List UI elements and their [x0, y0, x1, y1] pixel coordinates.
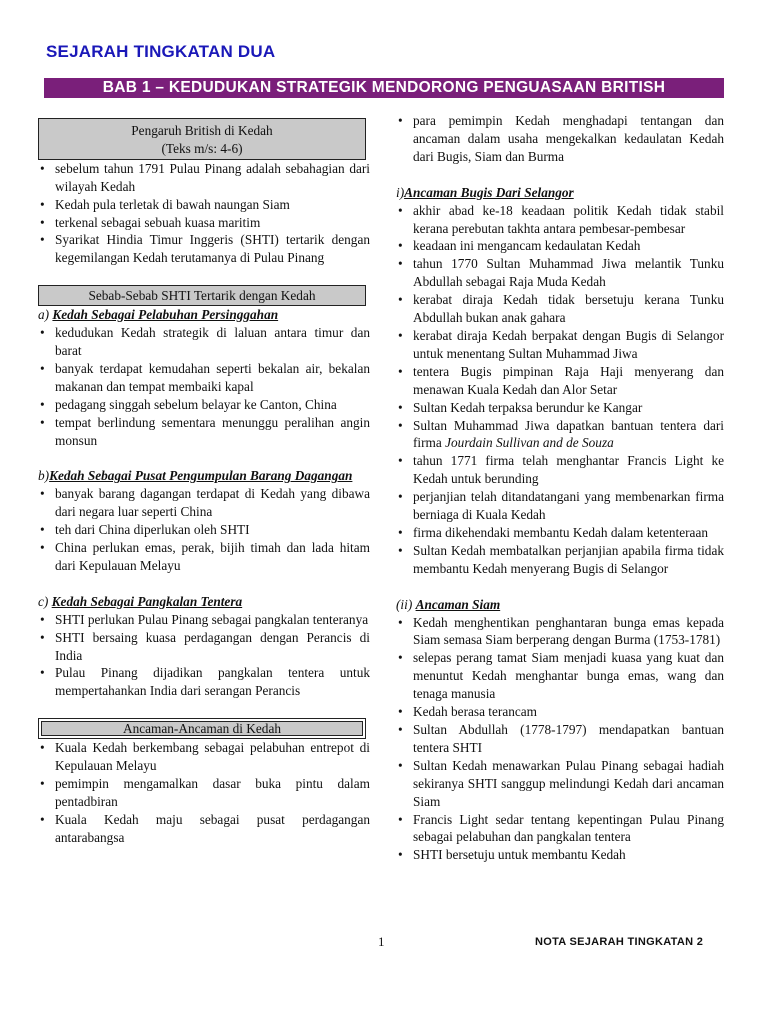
list-item: • terkenal sebagai sebuah kuasa maritim — [38, 214, 370, 232]
list-item: • Sultan Kedah terpaksa berundur ke Kangar — [396, 399, 724, 417]
subheading-c: c) Kedah Sebagai Pangkalan Tentera — [38, 593, 243, 609]
list-b — [38, 485, 370, 575]
list-item: • sebelum tahun 1791 Pulau Pinang adalah sebahagian dari wilayah Kedah — [38, 160, 370, 196]
list-item: • banyak terdapat kemudahan seperti bekalan air, bekalan makanan dan tempat membaiki kapal — [38, 360, 370, 396]
section-box-pengaruh — [38, 118, 366, 160]
list-a — [38, 324, 370, 449]
list-item: • Sultan Kedah membatalkan perjanjian apabila firma tidak membantu Kedah menyerang Bugis di Selangor — [396, 542, 724, 578]
list-item: • selepas perang tamat Siam menjadi kuasa yang kuat dan menuntut Kedah menghantar bunga emas, wang dan tenaga manusia — [396, 649, 724, 703]
right-column — [396, 112, 724, 864]
list-item: • Francis Light sedar tentang kepentingan Pulau Pinang sebagai pelabuhan dan pangkalan tentera — [396, 811, 724, 847]
subheading-ii: (ii) Ancaman Siam — [396, 596, 501, 612]
page-number: 1 — [378, 934, 385, 949]
list-item: • tahun 1770 Sultan Muhammad Jiwa melantik Tunku Abdullah sebagai Raja Muda Kedah — [396, 255, 724, 291]
document-header: SEJARAH TINGKATAN DUA — [46, 42, 276, 61]
footer-label: NOTA SEJARAH TINGKATAN 2 — [535, 936, 704, 948]
list-item: • kerabat diraja Kedah tidak bersetuju kerana Tunku Abdullah bukan anak gahara — [396, 291, 724, 327]
list-item: • teh dari China diperlukan oleh SHTI — [38, 521, 370, 539]
list-intro — [396, 112, 724, 166]
chapter-title-banner: BAB 1 – KEDUDUKAN STRATEGIK MENDORONG PENGUASAAN BRITISH — [44, 78, 724, 98]
section-box-sebab — [38, 285, 366, 306]
list-item: • China perlukan emas, perak, bijih timah dan lada hitam dari Kepulauan Melayu — [38, 539, 370, 575]
subheading-b: b)Kedah Sebagai Pusat Pengumpulan Barang Dagangan — [38, 468, 353, 484]
section-subtitle: (Teks m/s: 4-6) — [161, 140, 243, 156]
list-item: • kerabat diraja Kedah berpakat dengan Bugis di Selangor untuk menentang Sultan Muhammad Jiwa — [396, 327, 724, 363]
list-item: • para pemimpin Kedah menghadapi tentangan dan ancaman dalam usaha mengekalkan kedaulatan Kedah dari Bugis, Siam dan Burma — [396, 112, 724, 166]
list-item: • kedudukan Kedah strategik di laluan antara timur dan barat — [38, 324, 370, 360]
list-item: • akhir abad ke-18 keadaan politik Kedah tidak stabil kerana perebutan takhta antara pembesar-pembesar — [396, 202, 724, 238]
list-item: • Kedah berasa terancam — [396, 703, 724, 721]
list-item: • SHTI bersetuju untuk membantu Kedah — [396, 846, 724, 864]
list-siam — [396, 614, 724, 865]
list-item: • Pulau Pinang dijadikan pangkalan tentera untuk mempertahankan India dari serangan Perancis — [38, 664, 370, 700]
list-bugis — [396, 202, 724, 578]
list-item: • Kuala Kedah maju sebagai pusat perdagangan antarabangsa — [38, 811, 370, 847]
section-box-ancaman — [38, 718, 366, 739]
list-item: • tentera Bugis pimpinan Raja Haji menyerang dan menawan Kuala Kedah dan Alor Setar — [396, 363, 724, 399]
section-title: Ancaman-Ancaman di Kedah — [122, 721, 282, 737]
list-item: • Sultan Abdullah (1778-1797) mendapatkan bantuan tentera SHTI — [396, 721, 724, 757]
list-item: • Sultan Kedah menawarkan Pulau Pinang sebagai hadiah sekiranya SHTI sanggup melindungi Kedah dari ancaman Siam — [396, 757, 724, 811]
list-item: • pemimpin mengamalkan dasar buka pintu dalam pentadbiran — [38, 775, 370, 811]
subheading-a: a) Kedah Sebagai Pelabuhan Persinggahan — [38, 307, 279, 323]
list-ancaman — [38, 739, 370, 846]
section-title: Sebab-Sebab SHTI Tertarik dengan Kedah — [88, 288, 316, 304]
list-item: • firma dikehendaki membantu Kedah dalam ketenteraan — [396, 524, 724, 542]
list-item: • tempat berlindung sementara menunggu peralihan angin monsun — [38, 414, 370, 450]
list-item: • Kedah menghentikan penghantaran bunga emas kepada Siam semasa Siam berperang dengan Burma (1753-1781) — [396, 614, 724, 650]
list-item: • pedagang singgah sebelum belayar ke Canton, China — [38, 396, 370, 414]
list-item: • perjanjian telah ditandatangani yang membenarkan firma berniaga di Kuala Kedah — [396, 488, 724, 524]
list-item: • Kuala Kedah berkembang sebagai pelabuhan entrepot di Kepulauan Melayu — [38, 739, 370, 775]
list-item: • Kedah pula terletak di bawah naungan Siam — [38, 196, 370, 214]
section-title: Pengaruh British di Kedah — [131, 123, 273, 138]
list-item: • keadaan ini mengancam kedaulatan Kedah — [396, 237, 724, 255]
list-c — [38, 611, 370, 701]
list-item: • Syarikat Hindia Timur Inggeris (SHTI) tertarik dengan kegemilangan Kedah terutamanya di Pulau Pinang — [38, 231, 370, 267]
subheading-i: i)Ancaman Bugis Dari Selangor — [396, 184, 574, 200]
list-item: • banyak barang dagangan terdapat di Kedah yang dibawa dari negara luar seperti China — [38, 485, 370, 521]
list-pengaruh — [38, 160, 370, 267]
list-item: • SHTI perlukan Pulau Pinang sebagai pangkalan tenteranya — [38, 611, 370, 629]
list-item: • Sultan Muhammad Jiwa dapatkan bantuan tentera dari firma Jourdain Sullivan and de Souza — [396, 417, 724, 453]
list-item: • SHTI bersaing kuasa perdagangan dengan Perancis di India — [38, 629, 370, 665]
left-column — [38, 118, 370, 847]
list-item: • tahun 1771 firma telah menghantar Francis Light ke Kedah untuk berunding — [396, 452, 724, 488]
